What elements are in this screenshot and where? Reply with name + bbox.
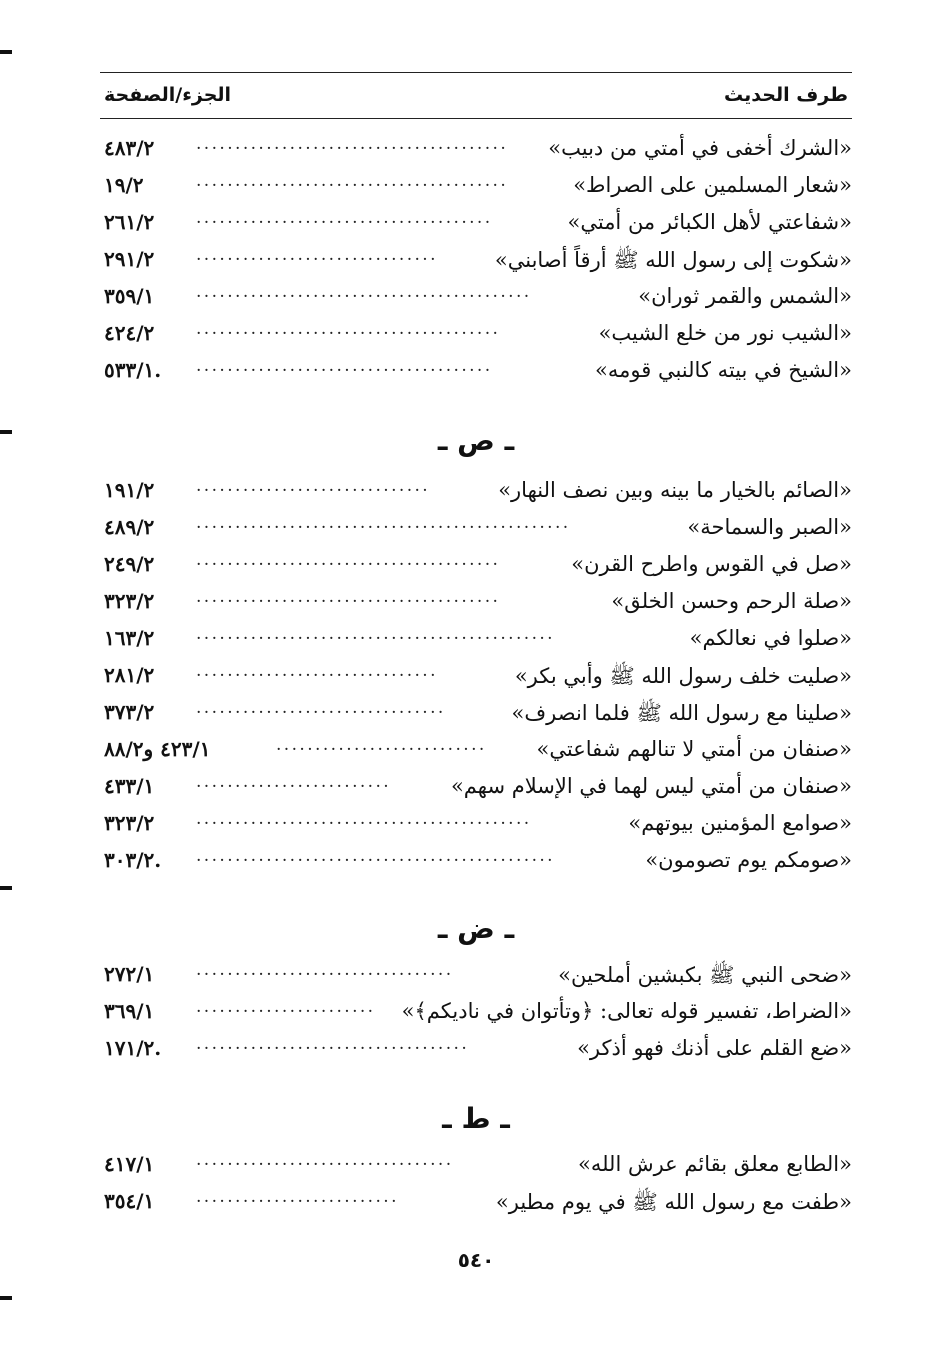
hadith-text: «الشمس والقمر ثوران»: [638, 284, 852, 308]
leader-dots: ...............................: [196, 245, 438, 265]
hadith-text: «الشيخ في بيته كالنبي قومه»: [595, 358, 852, 382]
section-ta: [100, 1148, 852, 1222]
hadith-text: «صليت خلف رسول الله ﷺ وأبي بكر»: [514, 664, 852, 688]
scan-margin-mark: [0, 50, 12, 54]
index-entry: [100, 354, 852, 391]
page-number: ٥٤٠: [457, 1248, 495, 1272]
index-entry: [100, 622, 852, 659]
letter-heading-sad: ـ ص ـ: [437, 424, 515, 457]
index-entry: [100, 132, 852, 169]
leader-dots: ........................................: [196, 134, 509, 154]
leader-dots: ........................................: [196, 171, 509, 191]
hadith-text: «ضحى النبي ﷺ بكبشين أملحين»: [558, 963, 852, 987]
volume-page-ref: ٣٧٣/٢: [104, 700, 155, 724]
volume-page-ref: ١٩/٢: [104, 173, 144, 197]
index-entry: [100, 317, 852, 354]
leader-dots: ...............................: [196, 661, 438, 681]
leader-dots: ...........................................: [196, 809, 532, 829]
index-entry: [100, 280, 852, 317]
volume-page-ref: ٤٣٣/١: [104, 774, 155, 798]
volume-page-ref: ٢٤٩/٢: [104, 552, 155, 576]
volume-page-ref: ٣٠٣/٢.: [104, 848, 162, 872]
index-entry: [100, 770, 852, 807]
leader-dots: ......................................: [196, 208, 493, 228]
volume-page-ref: ٤٢٤/٢: [104, 321, 155, 345]
hadith-text: «شكوت إلى رسول الله ﷺ أرقاً أصابني»: [494, 248, 852, 272]
index-entry: [100, 733, 852, 770]
leader-dots: ......................................: [196, 356, 493, 376]
volume-page-ref: ٢٨١/٢: [104, 663, 155, 687]
volume-page-ref: ٣٦٩/١: [104, 999, 155, 1023]
hadith-text: «صنفان من أمتي ليس لهما في الإسلام سهم»: [450, 774, 852, 798]
leader-dots: ................................................: [196, 513, 571, 533]
volume-page-ref: ٤١٧/١: [104, 1152, 155, 1176]
leader-dots: .........................: [196, 772, 392, 792]
leader-dots: ..............................: [196, 476, 431, 496]
hadith-text: «ضع القلم على أذنك فهو أذكر»: [577, 1036, 852, 1060]
hadith-text: «شعار المسلمين على الصراط»: [573, 173, 852, 197]
volume-page-ref: ١٦٣/٢: [104, 626, 155, 650]
section-sad: [100, 474, 852, 881]
volume-page-ref: ١٧١/٢.: [104, 1036, 162, 1060]
volume-page-ref: ٤٨٣/٢: [104, 136, 155, 160]
index-entry: [100, 958, 852, 995]
leader-dots: .......................................: [196, 550, 501, 570]
volume-page-ref: ٤٢٣/١ و٨٨/٢: [104, 737, 211, 761]
header-rule-top: [100, 72, 852, 73]
volume-page-ref: ٢٩١/٢: [104, 247, 155, 271]
header-rule-bottom: [100, 118, 852, 119]
scan-margin-mark: [0, 430, 12, 434]
volume-page-ref: ٣٢٣/٢: [104, 811, 155, 835]
index-entry: [100, 548, 852, 585]
index-entry: [100, 169, 852, 206]
hadith-text: «الشرك أخفى في أمتي من دبيب»: [548, 136, 852, 160]
hadith-text: «صومكم يوم تصومون»: [645, 848, 852, 872]
index-entry: [100, 511, 852, 548]
hadith-text: «شفاعتي لأهل الكبائر من أمتي»: [567, 210, 852, 234]
hadith-text: «الصائم بالخيار ما بينه وبين نصف النهار»: [498, 478, 852, 502]
scan-margin-mark: [0, 1296, 12, 1300]
index-entry: [100, 243, 852, 280]
index-entry: [100, 206, 852, 243]
leader-dots: ...........................: [276, 735, 487, 755]
hadith-text: «الطابع معلق بقائم عرش الله»: [577, 1152, 852, 1176]
section-dad: [100, 958, 852, 1069]
leader-dots: .......................: [196, 997, 376, 1017]
hadith-text: «صنفان من أمتي لا تنالهم شفاعتي»: [536, 737, 852, 761]
header-hadith-column: طرف الحديث: [724, 84, 848, 106]
leader-dots: ...........................................: [196, 282, 532, 302]
hadith-text: «الضراط، تفسير قوله تعالى: ﴿وتأتوان في ناديكم﴾»: [401, 999, 852, 1023]
index-entry: [100, 807, 852, 844]
hadith-text: «صوامع المؤمنين بيوتهم»: [628, 811, 852, 835]
hadith-text: «الشيب نور من خلع الشيب»: [598, 321, 852, 345]
volume-page-ref: ٢٧٢/١: [104, 962, 155, 986]
leader-dots: .......................................: [196, 587, 501, 607]
volume-page-ref: ٥٣٣/١.: [104, 358, 162, 382]
index-entry: [100, 1185, 852, 1222]
leader-dots: ..............................................: [196, 624, 555, 644]
leader-dots: .......................................: [196, 319, 501, 339]
leader-dots: ................................: [196, 698, 446, 718]
hadith-text: «صلة الرحم وحسن الخلق»: [611, 589, 852, 613]
section-sheen: [100, 132, 852, 391]
index-entry: [100, 696, 852, 733]
letter-heading-ta: ـ ط ـ: [442, 1102, 510, 1135]
hadith-text: «الصبر والسماحة»: [687, 515, 852, 539]
scan-margin-mark: [0, 886, 12, 890]
index-entry: [100, 1032, 852, 1069]
hadith-text: «طفت مع رسول الله ﷺ في يوم مطير»: [495, 1190, 852, 1214]
index-entry: [100, 995, 852, 1032]
index-entry: [100, 1148, 852, 1185]
index-entry: [100, 585, 852, 622]
column-header: [100, 80, 852, 112]
volume-page-ref: ٣٥٩/١: [104, 284, 155, 308]
leader-dots: ...................................: [196, 1034, 470, 1054]
index-entry: [100, 474, 852, 511]
leader-dots: .................................: [196, 960, 454, 980]
letter-heading-dad: ـ ض ـ: [437, 912, 515, 945]
header-volume-page-column: الجزء/الصفحة: [104, 84, 232, 106]
leader-dots: .................................: [196, 1150, 454, 1170]
hadith-text: «صلينا مع رسول الله ﷺ فلما انصرف»: [511, 701, 852, 725]
hadith-text: «صلوا في نعالكم»: [689, 626, 852, 650]
volume-page-ref: ٣٥٤/١: [104, 1189, 155, 1213]
index-entry: [100, 659, 852, 696]
volume-page-ref: ٤٨٩/٢: [104, 515, 155, 539]
volume-page-ref: ١٩١/٢: [104, 478, 155, 502]
volume-page-ref: ٢٦١/٢: [104, 210, 155, 234]
volume-page-ref: ٣٢٣/٢: [104, 589, 155, 613]
hadith-text: «صل في القوس واطرح القرن»: [571, 552, 852, 576]
leader-dots: ..........................: [196, 1187, 399, 1207]
leader-dots: ..............................................: [196, 846, 555, 866]
index-entry: [100, 844, 852, 881]
